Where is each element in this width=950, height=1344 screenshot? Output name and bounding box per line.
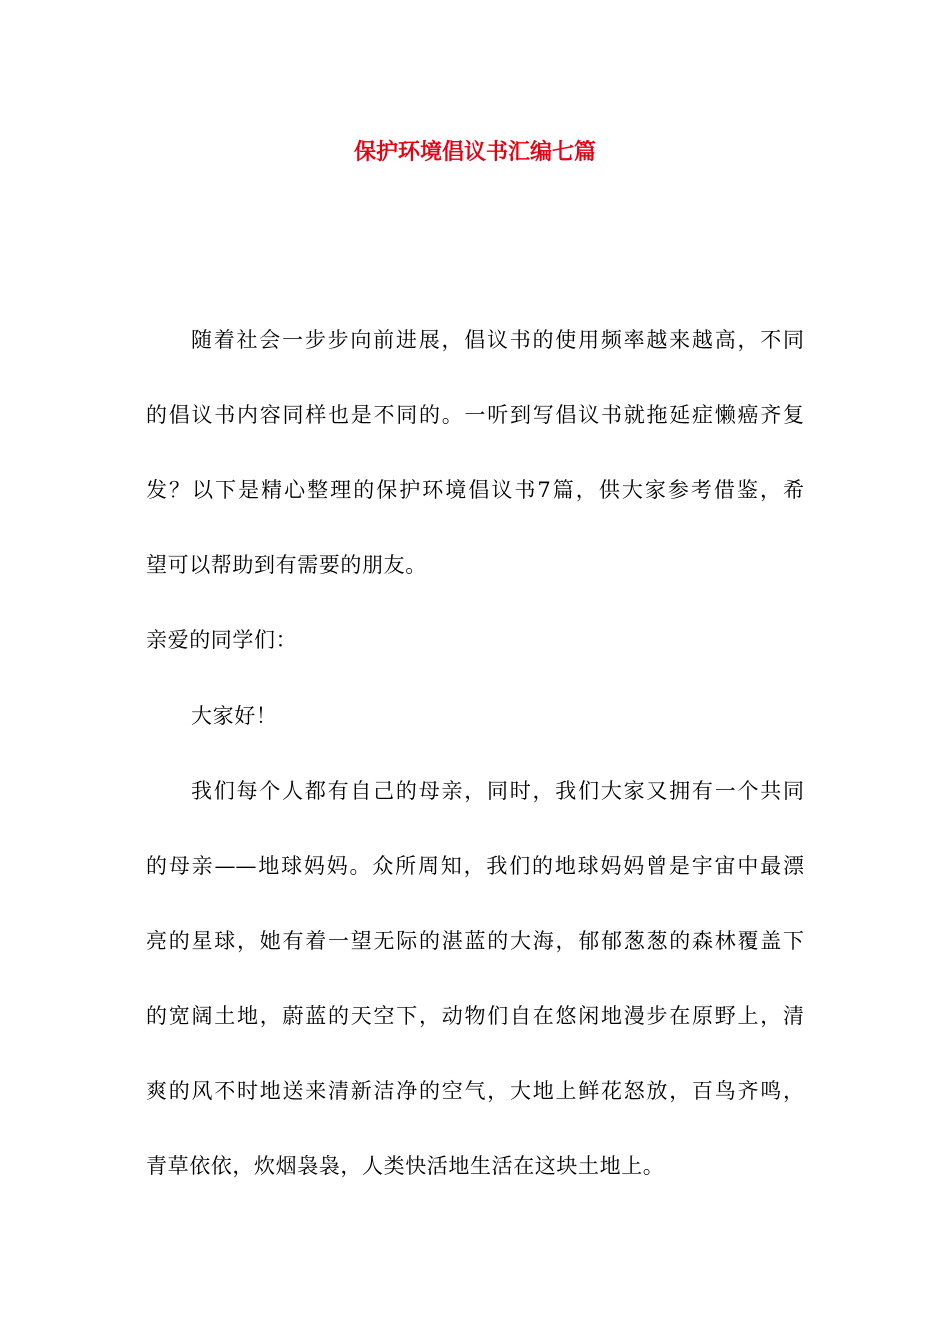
paragraph-line: 爽的风不时地送来清新洁净的空气，大地上鲜花怒放，百鸟齐鸣， <box>146 1079 804 1103</box>
paragraph-line: 望可以帮助到有需要的朋友。 <box>146 553 427 577</box>
paragraph-line: 青草依依，炊烟袅袅，人类快活地生活在这块土地上。 <box>146 1154 665 1178</box>
paragraph-line: 的宽阔土地，蔚蓝的天空下，动物们自在悠闲地漫步在原野上，清 <box>146 1004 804 1028</box>
paragraph-line: 的倡议书内容同样也是不同的。一听到写倡议书就拖延症懒癌齐复 <box>146 403 804 427</box>
paragraph-line: 的母亲——地球妈妈。众所周知，我们的地球妈妈曾是宇宙中最漂 <box>146 854 804 878</box>
greeting: 大家好！ <box>191 704 278 728</box>
paragraph-line: 发？以下是精心整理的保护环境倡议书7篇，供大家参考借鉴，希 <box>146 478 804 502</box>
salutation: 亲爱的同学们： <box>146 628 298 652</box>
paragraph-line: 亮的星球，她有着一望无际的湛蓝的大海，郁郁葱葱的森林覆盖下 <box>146 929 804 953</box>
paragraph-line: 我们每个人都有自己的母亲，同时，我们大家又拥有一个共同 <box>191 779 804 803</box>
paragraph-line: 随着社会一步步向前进展，倡议书的使用频率越来越高，不同 <box>191 328 804 352</box>
document-title: 保护环境倡议书汇编七篇 <box>353 139 596 165</box>
